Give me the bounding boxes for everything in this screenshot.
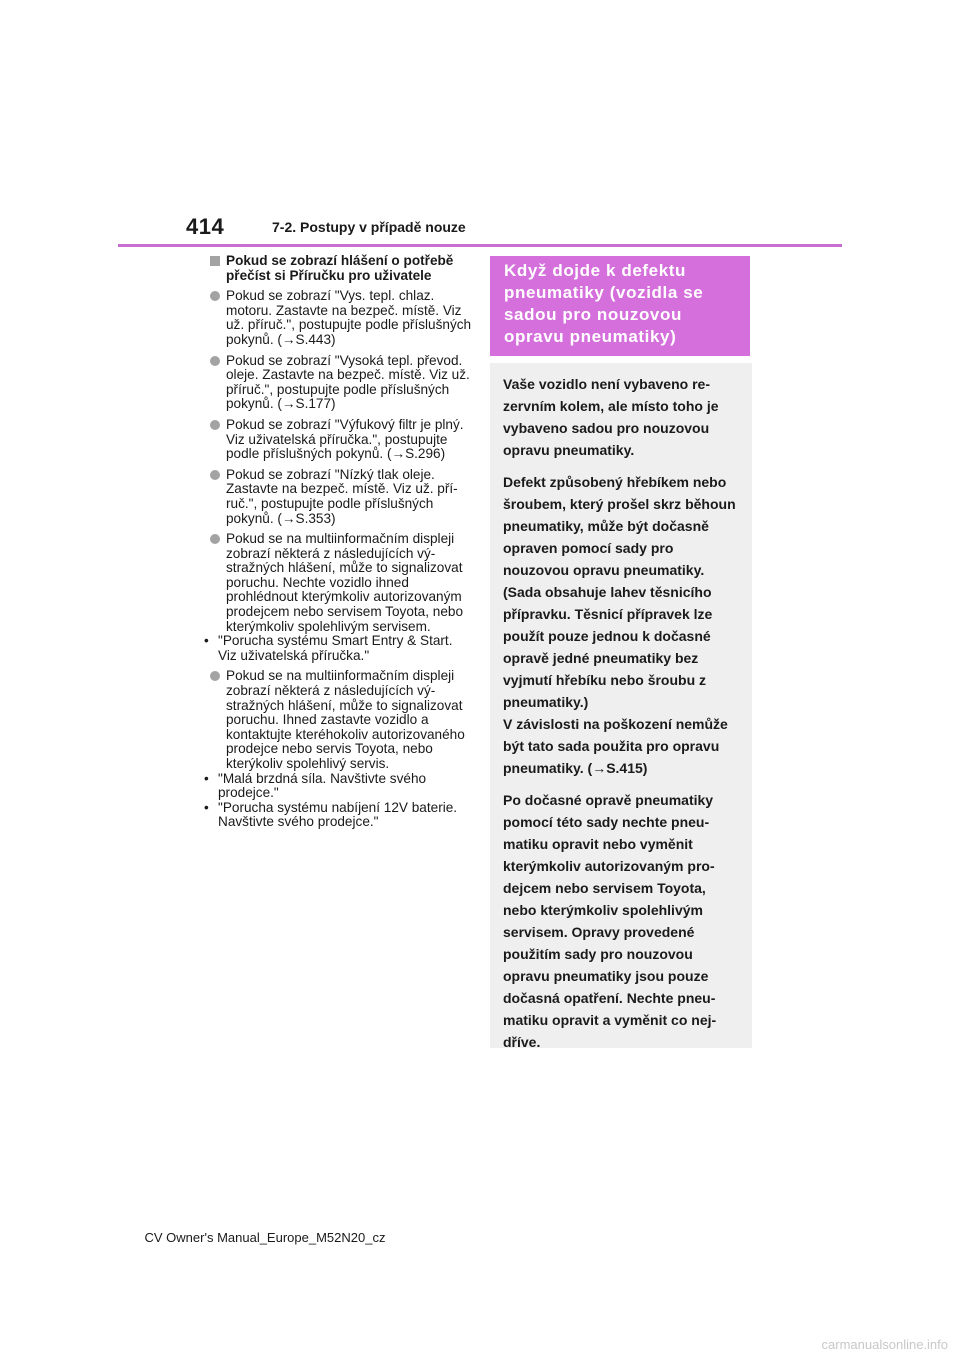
sub-list-item bbox=[202, 801, 472, 830]
circle-bullet-icon bbox=[210, 420, 220, 430]
page-reference: →S.443) bbox=[281, 331, 336, 347]
list-item-text: Pokud se zobrazí "Výfukový filtr je plný. Viz uživatelská příručka.", postupujte podle příslušných pokynů. ( bbox=[226, 416, 464, 462]
dot-bullet: • bbox=[204, 770, 209, 786]
subsection-heading bbox=[210, 254, 472, 283]
circle-bullet-icon bbox=[210, 534, 220, 544]
sub-list-item-text: "Malá brzdná síla. Navštivte svého prodejce." bbox=[218, 770, 427, 801]
callout-paragraph: Po dočasné opravě pneumatiky pomocí této sady nechte pneumatiku opravit nebo vyměnit kterýmkoliv autorizovaným prodejcem nebo servisem Toyota, nebo kterýmkoliv spolehlivým servisem. Opravy provedené použitím sady pro nouzovou opravu pneumatiky jsou pouze dočasná opatření. Nechte pneumatiku opravit a vyměnit co nejdříve. bbox=[503, 792, 717, 1050]
sub-list-item bbox=[202, 772, 472, 801]
page-reference: →S.353) bbox=[281, 510, 336, 526]
subsection-heading-text: Pokud se zobrazí hlášení o potřebě přečíst si Příručku pro uživatele bbox=[226, 253, 454, 283]
callout-paragraph: Defekt způsobený hřebíkem nebo šroubem, který prošel skrz běhoun pneumatiky, může být dočasně opraven pomocí sady pro nouzovou opravu pneumatiky. (Sada obsahuje lahev těsnicího přípravku. Těsnicí přípravek lze použít pouze jednou k dočasné opravě jedné pneumatiky bez vyjmutí hřebíku nebo šroubu z pneumatiky.) bbox=[503, 474, 736, 710]
square-bullet-icon bbox=[210, 256, 220, 266]
footer-manual-id: CV Owner's Manual_Europe_M52N20_cz bbox=[144, 1230, 386, 1245]
page-number: 414 bbox=[186, 214, 225, 239]
circle-bullet-icon bbox=[210, 671, 220, 681]
list-item bbox=[210, 418, 472, 462]
circle-bullet-icon bbox=[210, 470, 220, 480]
watermark: carmanualsonline.info bbox=[821, 1337, 948, 1352]
dot-bullet: • bbox=[204, 633, 209, 649]
dot-bullet: • bbox=[204, 799, 209, 815]
header-divider bbox=[118, 244, 842, 247]
circle-bullet-icon bbox=[210, 291, 220, 301]
circle-bullet-icon bbox=[210, 356, 220, 366]
list-item-text: Pokud se zobrazí "Nízký tlak oleje. Zastavte na bezpeč. místě. Viz už. příruč.", postupujte podle příslušných pokynů. ( bbox=[226, 466, 458, 526]
list-item bbox=[210, 532, 472, 634]
sub-list-item-text: "Porucha systému Smart Entry & Start. Viz uživatelská příručka." bbox=[218, 633, 453, 663]
list-item-text: Pokud se zobrazí "Vys. tepl. chlaz. motoru. Zastavte na bezpeč. místě. Viz už. příruč.", postupujte podle příslušných pokynů. ( bbox=[226, 288, 472, 347]
callout-paragraph: V závislosti na poškození nemůže být tato sada použita pro opravu pneumatiky. (→S.415) bbox=[503, 716, 728, 776]
sub-list-item bbox=[202, 634, 472, 663]
page-reference: →S.177) bbox=[281, 396, 336, 412]
list-item bbox=[210, 669, 472, 771]
list-item bbox=[210, 468, 472, 526]
list-item-text: Pokud se zobrazí "Vysoká tepl. převod. oleje. Zastavte na bezpeč. místě. Viz už. příruč.", postupujte podle příslušných pokynů. ( bbox=[226, 352, 470, 412]
left-column bbox=[204, 253, 472, 830]
callout-title: Když dojde k defektu pneumatiky (vozidla se sadou pro nouzovou opravu pneumatiky) bbox=[490, 256, 750, 356]
list-item bbox=[210, 354, 472, 412]
section-title: 7-2. Postupy v případě nouze bbox=[272, 219, 466, 235]
page-reference: →S.296) bbox=[391, 446, 446, 462]
sub-list-item-text: "Porucha systému nabíjení 12V baterie. Navštivte svého prodejce." bbox=[218, 799, 458, 830]
list-item-text: Pokud se na multiinformačním displeji zobrazí některá z následujících výstražných hlášení, může to signalizovat poruchu. Ihned zastavte vozidlo a kontaktujte kteréhokoliv autorizovaného prodejce nebo servis Toyota, nebo kterýkoliv spolehlivý servis. bbox=[226, 668, 465, 771]
callout-body bbox=[490, 363, 752, 1048]
list-item-text: Pokud se na multiinformačním displeji zobrazí některá z následujících výstražných hlášení, může to signalizovat poruchu. Nechte vozidlo ihned prohlédnout kterýmkoliv autorizovaným prodejcem nebo servisem Toyota, nebo kterýmkoliv spolehlivým servisem. bbox=[226, 531, 464, 634]
list-item bbox=[210, 289, 472, 347]
callout-paragraph: Vaše vozidlo není vybaveno rezervním kolem, ale místo toho je vybaveno sadou pro nouzovou opravu pneumatiky. bbox=[503, 376, 719, 458]
